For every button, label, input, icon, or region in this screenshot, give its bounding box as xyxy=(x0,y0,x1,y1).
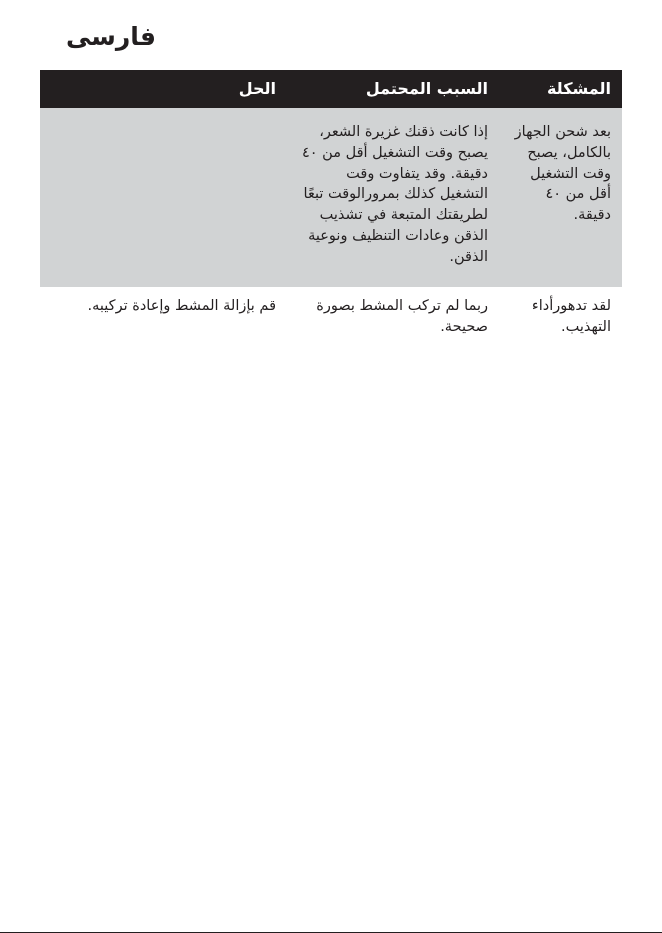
header-cause: السبب المحتمل xyxy=(365,79,488,98)
language-title: فارسی xyxy=(65,22,156,51)
header-problem: المشكلة xyxy=(546,79,611,98)
row-2-problem: لقد تدهورأداء التهذيب. xyxy=(531,298,611,335)
header-solution: الحل xyxy=(238,79,276,98)
table-header-row xyxy=(40,70,622,108)
row-1-cause: إذا كانت ذقنك غزيرة الشعر، يصبح وقت التشغيل أقل من ٤٠ دقيقة. وقد يتفاوت وقت التشغيل كذلك بمرورالوقت تبعًا لطريقتك المتبعة في تشذيب الذقن وعادات التنظيف ونوعية الذقن. xyxy=(302,124,488,265)
table-row xyxy=(40,288,622,348)
table-row xyxy=(40,108,622,287)
row-2-cause: ربما لم تركب المشط بصورة صحيحة. xyxy=(316,298,488,335)
troubleshooting-table xyxy=(40,70,622,348)
row-1-problem: بعد شحن الجهاز بالكامل، يصبح وقت التشغيل أقل من ٤٠ دقيقة. xyxy=(514,124,611,224)
row-2-solution: قم بإزالة المشط وإعادة تركيبه. xyxy=(87,298,276,314)
